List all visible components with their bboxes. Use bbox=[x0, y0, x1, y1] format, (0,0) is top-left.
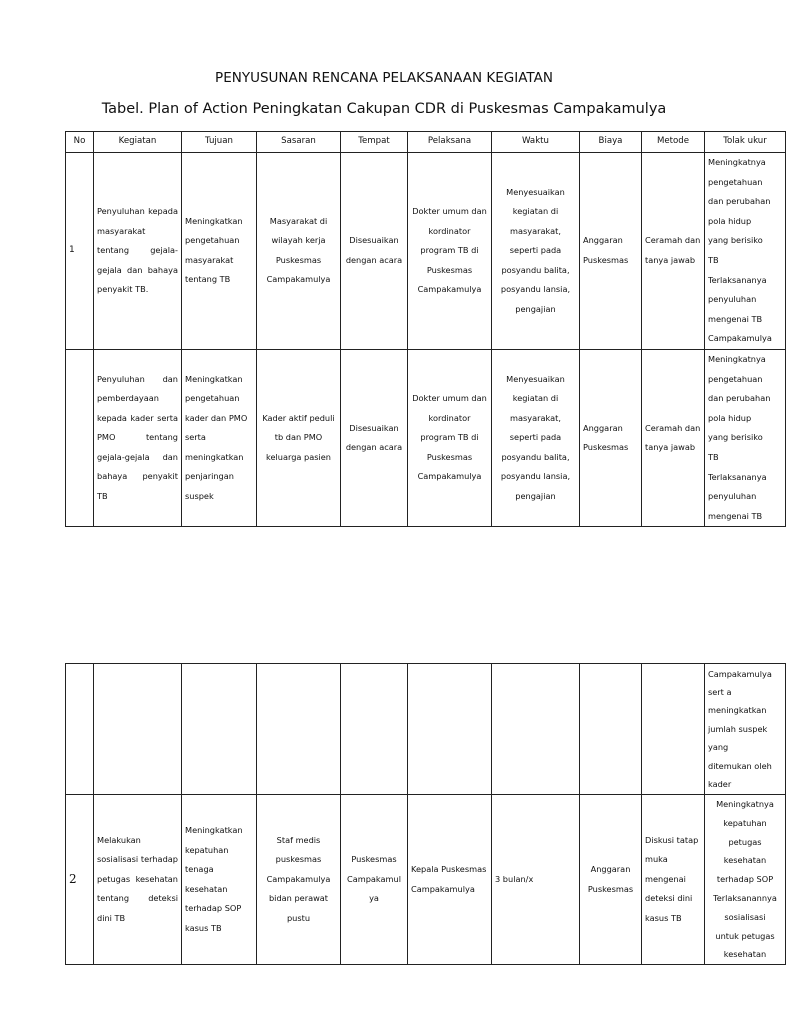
row-number-empty bbox=[66, 349, 94, 526]
tempat-cell: Disesuaikan dengan acara bbox=[341, 153, 408, 350]
header-biaya: Biaya bbox=[580, 132, 642, 153]
empty-cell bbox=[94, 664, 182, 795]
tolak-ukur-line: TB bbox=[708, 451, 719, 462]
tolak-ukur-line: Meningkatnya bbox=[716, 799, 774, 809]
plan-of-action-table-page-2 bbox=[65, 663, 786, 965]
tolak-ukur-line: yang bbox=[708, 742, 729, 753]
tolak-ukur-line: meningkatkan bbox=[708, 705, 767, 716]
tolak-ukur-line: Terlaksanannya bbox=[713, 892, 777, 903]
header-sasaran: Sasaran bbox=[257, 132, 341, 153]
tolak-ukur-cell bbox=[705, 349, 786, 526]
header-kegiatan: Kegiatan bbox=[94, 132, 182, 153]
tolak-ukur-line: yang berisiko bbox=[708, 235, 763, 246]
sasaran-cell: Masyarakat di wilayah kerja Puskesmas Campakamulya bbox=[257, 153, 341, 350]
empty-cell bbox=[408, 664, 492, 795]
tolak-ukur-line: untuk petugas bbox=[715, 930, 775, 941]
tolak-ukur-line: Meningkatnya bbox=[708, 157, 766, 167]
header-metode: Metode bbox=[642, 132, 705, 153]
kegiatan-cell: Melakukan sosialisasi terhadap petugas kesehatan tentang deteksi dini TB bbox=[94, 795, 182, 965]
table-row bbox=[66, 349, 786, 526]
empty-cell bbox=[492, 664, 580, 795]
empty-cell bbox=[182, 664, 257, 795]
row-number: 1 bbox=[66, 153, 94, 350]
tujuan-cell: Meningkatkan kepatuhan tenaga kesehatan terhadap SOP kasus TB bbox=[182, 795, 257, 965]
tolak-ukur-line: TB bbox=[708, 254, 719, 265]
tolak-ukur-line: pengetahuan bbox=[708, 373, 763, 384]
tolak-ukur-line: Terlaksananya bbox=[708, 274, 767, 285]
row-number: 2 bbox=[66, 795, 94, 965]
tolak-ukur-line: Campakamulya bbox=[708, 668, 772, 679]
tolak-ukur-line: sosialisasi bbox=[724, 911, 766, 922]
header-waktu: Waktu bbox=[492, 132, 580, 153]
pelaksana-cell: Dokter umum dan kordinator program TB di Puskesmas Campakamulya bbox=[408, 349, 492, 526]
header-row bbox=[66, 132, 786, 153]
empty-cell bbox=[642, 664, 705, 795]
tolak-ukur-line: Terlaksananya bbox=[708, 471, 767, 482]
tujuan-cell: Meningkatkan pengetahuan kader dan PMO serta meningkatkan penjaringan suspek bbox=[182, 349, 257, 526]
header-pelaksana: Pelaksana bbox=[408, 132, 492, 153]
sasaran-cell: Staf medis puskesmas Campakamulya bidan perawat pustu bbox=[257, 795, 341, 965]
tolak-ukur-line: yang berisiko bbox=[708, 432, 763, 443]
pelaksana-cell: Kepala Puskesmas Campakamulya bbox=[408, 795, 492, 965]
tolak-ukur-line: kesehatan bbox=[723, 855, 767, 866]
tolak-ukur-line: mengenai TB bbox=[708, 510, 763, 521]
tolak-ukur-cell bbox=[705, 795, 786, 965]
table-row bbox=[66, 664, 786, 795]
header-tolak-ukur: Tolak ukur bbox=[705, 132, 786, 153]
tolak-ukur-line: mengenai TB bbox=[708, 313, 763, 324]
tolak-ukur-line: jumlah suspek bbox=[708, 723, 768, 734]
document-title: PENYUSUNAN RENCANA PELAKSANAAN KEGIATAN bbox=[215, 70, 553, 86]
kegiatan-cell: Penyuluhan kepada masyarakat tentang gejala-gejala dan bahaya penyakit TB. bbox=[94, 153, 182, 350]
tolak-ukur-cell bbox=[705, 153, 786, 350]
metode-cell: Ceramah dan tanya jawab bbox=[642, 349, 705, 526]
tolak-ukur-line: Campakamulya bbox=[708, 333, 772, 344]
table-row bbox=[66, 795, 786, 965]
sasaran-cell: Kader aktif peduli tb dan PMO keluarga pasien bbox=[257, 349, 341, 526]
tujuan-cell: Meningkatkan pengetahuan masyarakat tentang TB bbox=[182, 153, 257, 350]
tolak-ukur-line: pola hidup bbox=[708, 215, 752, 226]
tolak-ukur-cell bbox=[705, 664, 786, 795]
empty-cell bbox=[580, 664, 642, 795]
waktu-cell: 3 bulan/x bbox=[492, 795, 580, 965]
header-tujuan: Tujuan bbox=[182, 132, 257, 153]
kegiatan-cell: Penyuluhan dan pemberdayaan kepada kader serta PMO tentang gejala-gejala dan bahaya penyakit TB bbox=[94, 349, 182, 526]
empty-cell bbox=[341, 664, 408, 795]
tolak-ukur-line: sert a bbox=[708, 686, 732, 697]
metode-cell: Diskusi tatap muka mengenai deteksi dini kasus TB bbox=[642, 795, 705, 965]
tolak-ukur-line: kepatuhan bbox=[723, 817, 767, 828]
tolak-ukur-line: ditemukan oleh bbox=[708, 760, 772, 771]
tolak-ukur-line: dan perubahan bbox=[708, 196, 771, 207]
biaya-cell: Anggaran Puskesmas bbox=[580, 349, 642, 526]
table-caption: Tabel. Plan of Action Peningkatan Cakupan CDR di Puskesmas Campakamulya bbox=[101, 101, 667, 117]
tolak-ukur-line: pengetahuan bbox=[708, 176, 763, 187]
tempat-cell: Puskesmas Campakamul ya bbox=[341, 795, 408, 965]
tolak-ukur-line: penyuluhan bbox=[708, 491, 757, 502]
table-row bbox=[66, 153, 786, 350]
header-no: No bbox=[66, 132, 94, 153]
tempat-cell: Disesuaikan dengan acara bbox=[341, 349, 408, 526]
tolak-ukur-line: kader bbox=[708, 779, 732, 790]
empty-cell bbox=[257, 664, 341, 795]
biaya-cell: Anggaran Puskesmas bbox=[580, 795, 642, 965]
plan-of-action-table-page-1 bbox=[65, 131, 786, 527]
tolak-ukur-line: petugas bbox=[728, 836, 762, 847]
empty-cell bbox=[66, 664, 94, 795]
tolak-ukur-line: penyuluhan bbox=[708, 294, 757, 305]
pelaksana-cell: Dokter umum dan kordinator program TB di Puskesmas Campakamulya bbox=[408, 153, 492, 350]
tolak-ukur-line: kesehatan bbox=[723, 949, 767, 960]
metode-cell: Ceramah dan tanya jawab bbox=[642, 153, 705, 350]
biaya-cell: Anggaran Puskesmas bbox=[580, 153, 642, 350]
tolak-ukur-line: Meningkatnya bbox=[708, 353, 766, 364]
header-tempat: Tempat bbox=[341, 132, 408, 153]
tolak-ukur-line: terhadap SOP bbox=[716, 874, 774, 885]
tolak-ukur-line: dan perubahan bbox=[708, 393, 771, 404]
tolak-ukur-line: pola hidup bbox=[708, 412, 752, 423]
waktu-cell: Menyesuaikan kegiatan di masyarakat, seperti pada posyandu balita, posyandu lansia, pengajian bbox=[492, 349, 580, 526]
waktu-cell: Menyesuaikan kegiatan di masyarakat, seperti pada posyandu balita, posyandu lansia, pengajian bbox=[492, 153, 580, 350]
